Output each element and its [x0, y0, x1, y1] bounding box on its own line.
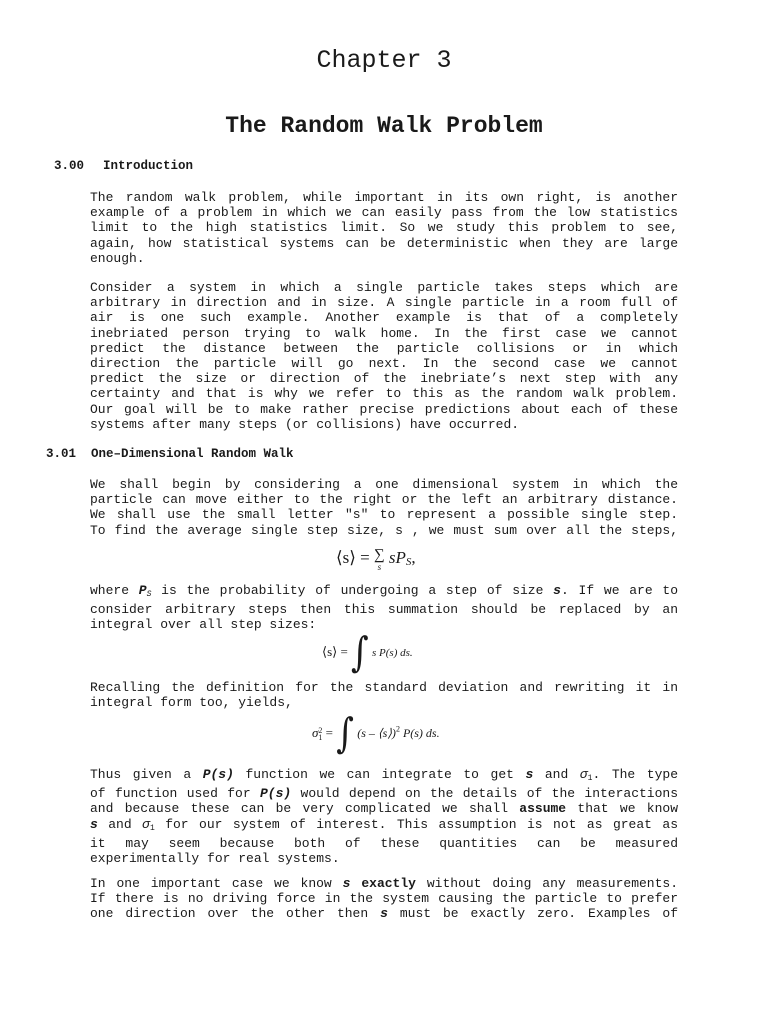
intro-paragraph-2 [90, 280, 678, 432]
section-heading-introduction [54, 159, 193, 174]
text-line: certainty and that is why we refer to this as the random walk problem. [90, 386, 678, 402]
text-run: must be exactly zero. Examples of [387, 906, 678, 922]
random-walk-paragraph-1 [90, 477, 678, 538]
integral-symbol: ∫ [336, 710, 354, 758]
symbol-s: s [90, 816, 98, 832]
equation-average-step-sum [336, 548, 416, 572]
eq-rhs-end: P(s) ds. [399, 725, 440, 740]
text-line: consider arbitrary steps then this summation should be replaced by an [90, 602, 678, 618]
eq-rhs: s P(s) ds. [372, 646, 413, 659]
text-line: Consider a system in which a single particle takes steps which are [90, 280, 678, 295]
text-run: would depend on the details of the interactions [291, 786, 679, 802]
exact-case-paragraph [90, 876, 678, 922]
text-line: predict the distance between the particle collisions or in which [90, 340, 678, 356]
text-line [90, 876, 678, 891]
text-run: is the probability of undergoing a step of size [151, 583, 554, 598]
text-line: Our goal will be to make rather precise predictions about each of these [90, 401, 678, 417]
text-run: without doing any measurements. [415, 876, 679, 891]
section-heading-one-dimensional-random-walk [46, 447, 294, 462]
text-line [90, 583, 678, 602]
section-title: One–Dimensional Random Walk [91, 447, 294, 461]
text-run: one direction over the other then [90, 906, 381, 922]
text-line: particle can move either to the right or the left an arbitrary distance. [90, 492, 678, 508]
symbol-s: s [525, 767, 534, 782]
sum-symbol: ∑ [373, 547, 385, 563]
symbol-sigma-subscript: 1 [149, 823, 155, 833]
text-line: direction the particle will go next. In the second case we cannot [90, 356, 678, 372]
symbol-sigma: σ [142, 816, 150, 832]
text-run: and because these can be very complicated we shall [90, 801, 520, 817]
sum-index: s [377, 562, 382, 572]
intro-paragraph-1 [90, 190, 678, 266]
chapter-heading: Chapter 3 [316, 46, 452, 75]
text-run: for our system of interest. This assumption is not as great as [154, 816, 678, 832]
text-run: where [90, 583, 139, 598]
sigma-subscript: 1 [318, 733, 323, 742]
text-run: Thus given a [90, 767, 203, 782]
section-number: 3.01 [46, 447, 77, 461]
text-run: and [97, 816, 143, 832]
symbol-sigma: σ [579, 767, 588, 782]
text-line: integral over all step sizes: [90, 617, 317, 633]
text-line: predict the size or direction of the inebriate’s next step with any [90, 371, 678, 387]
symbol-s: s [380, 906, 388, 922]
text-line: We shall use the small letter "s" to represent a possible single step. [90, 507, 678, 523]
text-line: enough. [90, 250, 145, 266]
text-line: inebriated person trying to walk home. In the first case we cannot [90, 325, 678, 341]
text-line: limit to the high statistics limit. So we study this problem to see, [90, 220, 678, 236]
section-title: Introduction [103, 159, 194, 173]
text-line [90, 786, 678, 801]
text-line: arbitrary in direction and in size. A single particle in a room full of [90, 295, 678, 311]
symbol-ps: P(s) [260, 786, 292, 802]
symbol-p-subscript: S [146, 590, 152, 599]
section-number: 3.00 [54, 159, 85, 173]
sigma-superscript: 2 [318, 725, 323, 735]
text-line: air is one such example. Another example is that of a completely [90, 310, 678, 326]
symbol-p: P [138, 583, 147, 598]
symbol-ps: P(s) [202, 767, 234, 782]
summation [374, 548, 385, 572]
text-line [90, 817, 678, 836]
text-line: experimentally for real systems. [90, 851, 340, 867]
function-paragraph [90, 767, 678, 866]
text-line: If there is no driving force in the system causing the particle to prefer [90, 891, 678, 907]
eq-rhs-superscript: 2 [395, 724, 400, 734]
standard-deviation-paragraph [90, 680, 678, 710]
symbol-s: s [342, 876, 351, 891]
emphasis-exactly: exactly [350, 876, 416, 891]
text-line [90, 906, 678, 921]
equation-average-step-integral [322, 629, 413, 677]
text-line [90, 801, 678, 816]
equals-sign: = [322, 724, 337, 740]
symbol-s: s [553, 583, 561, 598]
eq-rhs: (s – ⟨s⟩) [357, 725, 396, 740]
text-run: and [533, 767, 580, 782]
probability-paragraph [90, 583, 678, 633]
eq-rhs-subscript: S [405, 556, 412, 568]
text-line: Recalling the definition for the standard deviation and rewriting it in [90, 680, 678, 695]
integral-symbol: ∫ [351, 629, 369, 677]
text-line: integral form too, yields, [90, 695, 293, 711]
eq-rhs: sP [388, 548, 406, 567]
text-line: To find the average single step size, s , we must sum over all the steps, [90, 522, 678, 538]
text-run: function we can integrate to get [233, 767, 526, 782]
text-run: In one important case we know [90, 876, 343, 891]
text-line: systems after many steps (or collisions) have occurred. [90, 416, 520, 432]
text-run: that we know [566, 801, 678, 817]
text-line: again, how statistical systems can be deterministic when they are large [90, 235, 678, 251]
text-line: it may seem because both of these quantities can be measured [90, 835, 678, 851]
symbol-sigma-subscript: 1 [587, 774, 593, 783]
equation-standard-deviation [312, 710, 440, 758]
text-line: example of a problem in which we can easily pass from the low statistics [90, 205, 678, 221]
sigma-symbol: σ [312, 724, 319, 740]
chapter-title: The Random Walk Problem [225, 113, 543, 139]
eq-end: , [411, 548, 416, 567]
text-run: of function used for [90, 786, 260, 802]
text-run: . If we are to [560, 583, 679, 598]
text-run: . The type [592, 767, 679, 782]
eq-lhs: ⟨s⟩ = [336, 548, 374, 567]
text-line: The random walk problem, while important in its own right, is another [90, 190, 678, 205]
text-line [90, 767, 678, 786]
text-line: We shall begin by considering a one dimensional system in which the [90, 477, 678, 492]
eq-lhs: ⟨s⟩ = [322, 643, 352, 659]
emphasis-assume: assume [519, 801, 567, 817]
